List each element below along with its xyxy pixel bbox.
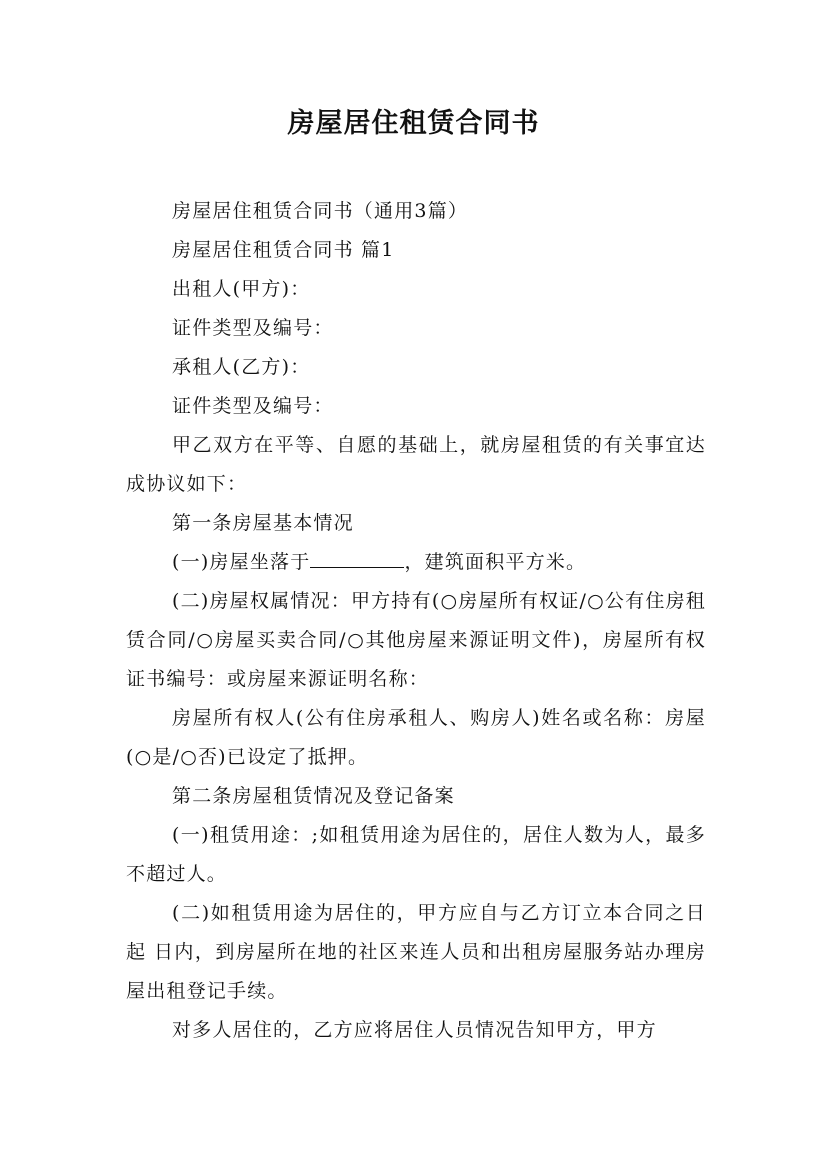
document-title: 房屋居住租赁合同书 [287,108,540,139]
paragraph: (二)房屋权属情况：甲方持有(○房屋所有权证/○公有住房租赁合同/○房屋买卖合同/○其他房屋来源证明文件)，房屋所有权证书编号：或房屋来源证明名称： [126,590,706,690]
paragraph: (一)租赁用途：;如租赁用途为居住的，居住人数为人，最多不超过人。 [126,824,706,885]
paragraph: (二)如租赁用途为居住的，甲方应自与乙方订立本合同之日起 日内，到房屋所在地的社区来连人员和出租房屋服务站办理房屋出租登记手续。 [126,902,706,1002]
section-heading: 第一条房屋基本情况 [172,512,354,534]
document-body [126,192,706,1050]
paragraph: 证件类型及编号： [172,317,334,339]
paragraph: 房屋所有权人(公有住房承租人、购房人)姓名或名称：房屋(○是/○否)已设定了抵押。 [126,707,706,768]
location-paragraph [126,543,706,582]
paragraph: 对多人居住的，乙方应将居住人员情况告知甲方，甲方 [172,1019,657,1041]
location-prefix: (一)房屋坐落于 [172,551,311,573]
section-heading: 第二条房屋租赁情况及登记备案 [172,785,455,807]
paragraph: 证件类型及编号： [172,395,334,417]
paragraph: 承租人(乙方)： [172,356,311,378]
paragraph: 甲乙双方在平等、自愿的基础上，就房屋租赁的有关事宜达成协议如下： [126,434,706,495]
paragraph: 房屋居住租赁合同书（通用3篇） [172,200,469,222]
location-suffix: ，建筑面积平方米。 [404,551,587,573]
paragraph: 出租人(甲方)： [172,278,311,300]
paragraph: 房屋居住租赁合同书 篇1 [172,239,395,261]
fill-in-blank [310,549,404,568]
